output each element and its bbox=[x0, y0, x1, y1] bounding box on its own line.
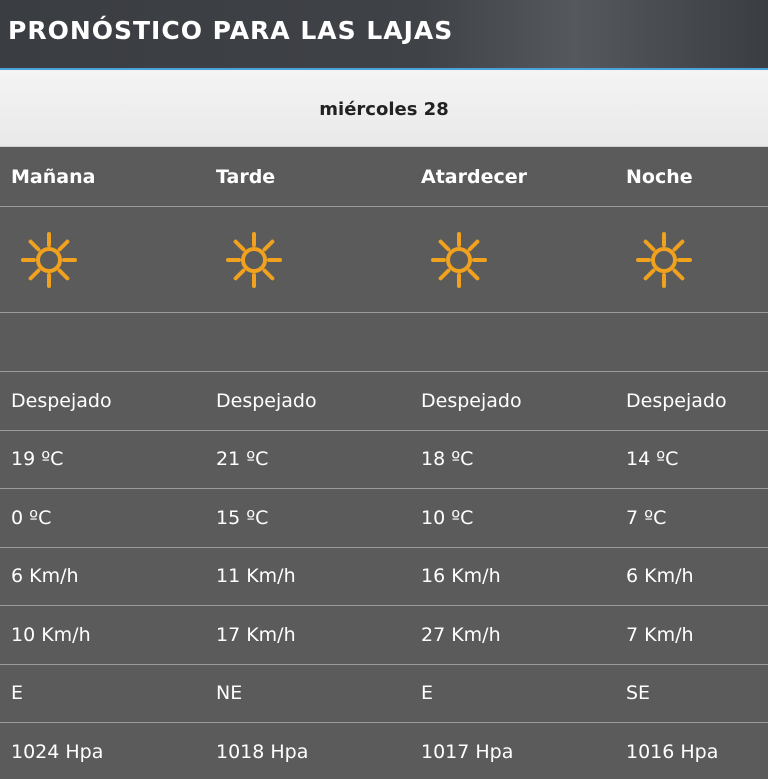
wind-value: 6 Km/h bbox=[626, 565, 694, 588]
feels-like-value: 15 ºC bbox=[216, 506, 269, 529]
sun-icon bbox=[225, 231, 283, 289]
empty-cell bbox=[615, 313, 768, 371]
period-row bbox=[0, 147, 768, 207]
empty-cell bbox=[0, 313, 205, 371]
sun-icon bbox=[20, 231, 78, 289]
icon-cell bbox=[205, 207, 410, 312]
period-label: Mañana bbox=[11, 165, 96, 188]
condition-row bbox=[0, 372, 768, 431]
wind-row bbox=[0, 548, 768, 607]
pressure-value: 1016 Hpa bbox=[626, 741, 719, 764]
wind-direction-value: E bbox=[11, 682, 24, 705]
wind-direction-row bbox=[0, 665, 768, 724]
empty-row bbox=[0, 313, 768, 372]
period-label: Noche bbox=[626, 165, 693, 188]
sun-icon bbox=[430, 231, 488, 289]
gust-row bbox=[0, 606, 768, 665]
wind-value: 6 Km/h bbox=[11, 565, 79, 588]
empty-cell bbox=[410, 313, 615, 371]
date-bar bbox=[0, 70, 768, 147]
condition-value: Despejado bbox=[216, 389, 317, 412]
period-label: Tarde bbox=[216, 165, 276, 188]
wind-value: 11 Km/h bbox=[216, 565, 296, 588]
condition-value: Despejado bbox=[11, 389, 112, 412]
gust-value: 17 Km/h bbox=[216, 623, 296, 646]
pressure-row bbox=[0, 723, 768, 779]
forecast-date: miércoles 28 bbox=[319, 98, 449, 120]
page-title: PRONÓSTICO PARA LAS LAJAS bbox=[8, 16, 454, 45]
gust-value: 27 Km/h bbox=[421, 623, 501, 646]
temperature-value: 18 ºC bbox=[421, 448, 474, 471]
wind-direction-value: E bbox=[421, 682, 434, 705]
temperature-value: 21 ºC bbox=[216, 448, 269, 471]
feels-like-value: 7 ºC bbox=[626, 506, 667, 529]
feels-like-row bbox=[0, 489, 768, 548]
temperature-value: 14 ºC bbox=[626, 448, 679, 471]
pressure-value: 1024 Hpa bbox=[11, 741, 104, 764]
period-label: Atardecer bbox=[421, 165, 527, 188]
wind-direction-value: NE bbox=[216, 682, 243, 705]
temperature-row bbox=[0, 431, 768, 490]
condition-value: Despejado bbox=[626, 389, 727, 412]
pressure-value: 1018 Hpa bbox=[216, 741, 309, 764]
empty-cell bbox=[205, 313, 410, 371]
sun-icon bbox=[635, 231, 693, 289]
wind-direction-value: SE bbox=[626, 682, 651, 705]
gust-value: 7 Km/h bbox=[626, 623, 694, 646]
gust-value: 10 Km/h bbox=[11, 623, 91, 646]
icon-cell bbox=[410, 207, 615, 312]
icon-row bbox=[0, 207, 768, 313]
condition-value: Despejado bbox=[421, 389, 522, 412]
pressure-value: 1017 Hpa bbox=[421, 741, 514, 764]
forecast-table bbox=[0, 147, 768, 779]
feels-like-value: 0 ºC bbox=[11, 506, 52, 529]
icon-cell bbox=[615, 207, 768, 312]
icon-cell bbox=[0, 207, 205, 312]
header bbox=[0, 0, 768, 70]
feels-like-value: 10 ºC bbox=[421, 506, 474, 529]
temperature-value: 19 ºC bbox=[11, 448, 64, 471]
wind-value: 16 Km/h bbox=[421, 565, 501, 588]
